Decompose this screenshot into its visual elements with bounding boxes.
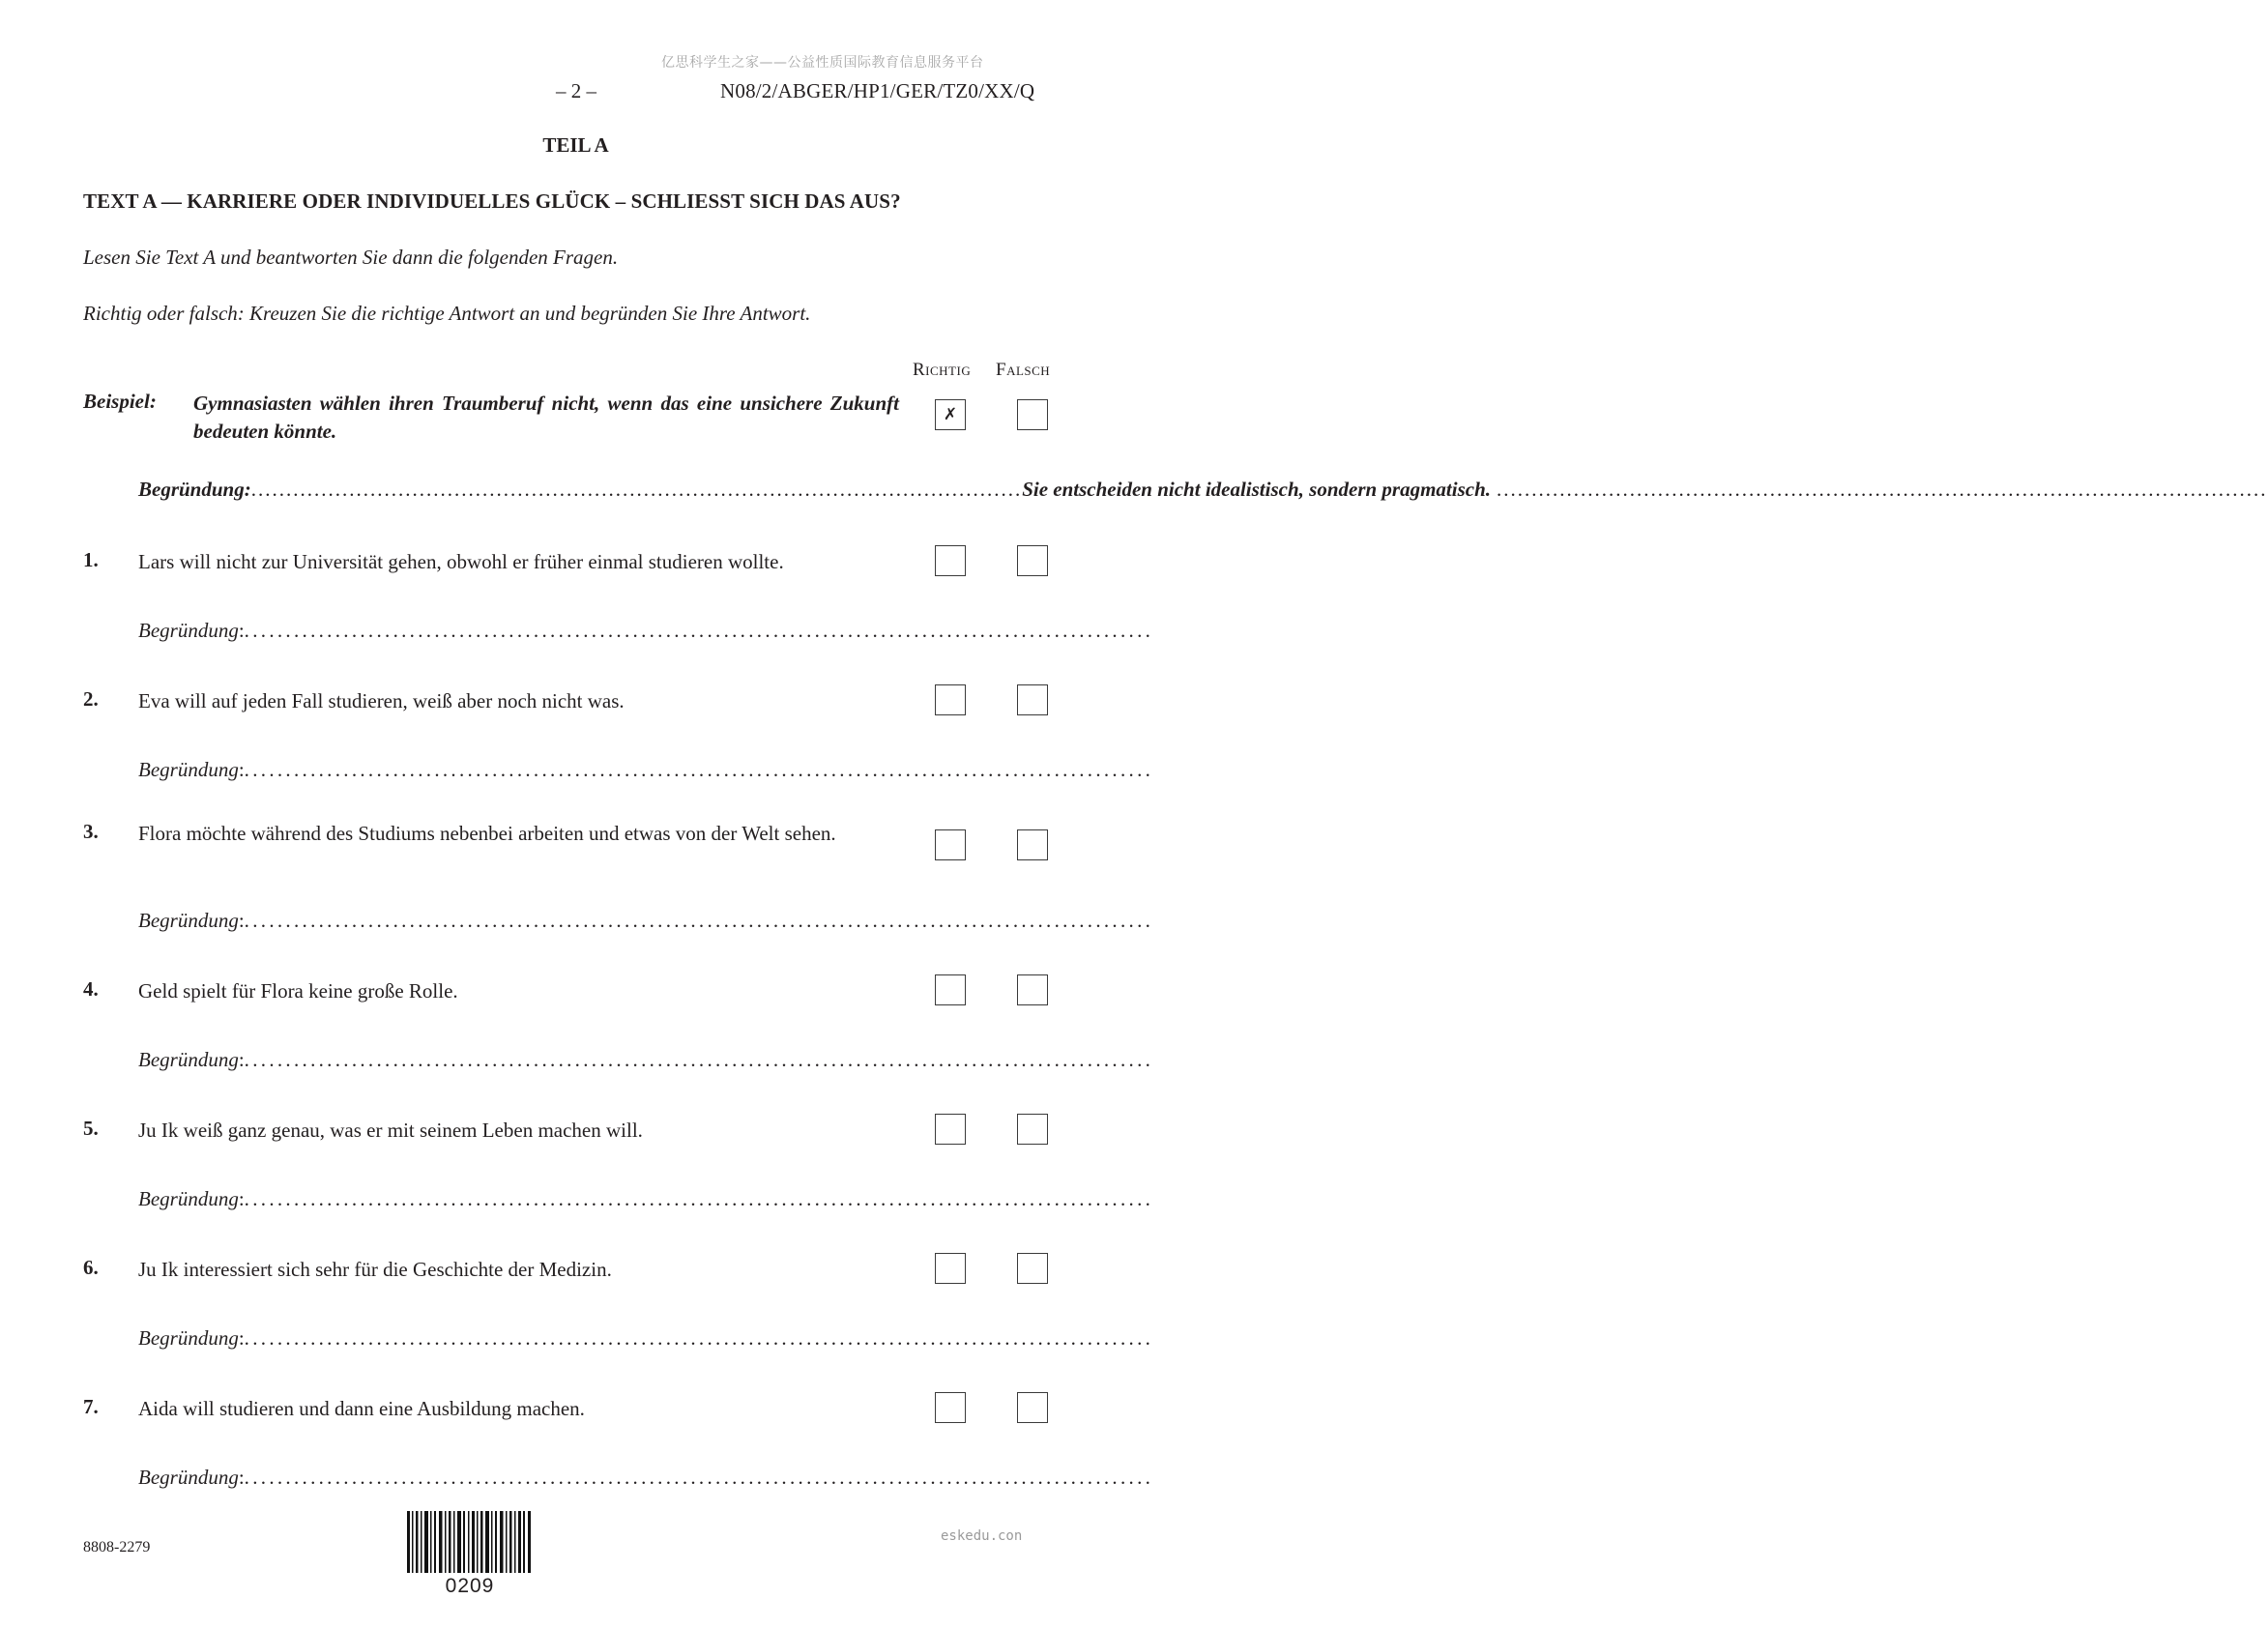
question-number: 4. xyxy=(83,977,99,1001)
barcode-icon xyxy=(407,1511,533,1573)
question-5-falsch-checkbox[interactable] xyxy=(1017,1114,1048,1145)
barcode-number: 0209 xyxy=(445,1575,495,1597)
dot-leader: .............................................................................................................. xyxy=(244,1048,1154,1071)
question-3-richtig-checkbox[interactable] xyxy=(935,829,966,860)
question-6-richtig-checkbox[interactable] xyxy=(935,1253,966,1284)
cross-mark-icon: ✗ xyxy=(943,404,958,424)
question-4-falsch-checkbox[interactable] xyxy=(1017,974,1048,1005)
example-reason-text: Sie entscheiden nicht idealistisch, sondern pragmatisch. xyxy=(1022,478,1492,501)
example-statement: Gymnasiasten wählen ihren Traumberuf nicht, wenn das eine unsichere Zukunft bedeuten könnte. xyxy=(193,392,899,443)
question-3-reason-line[interactable] xyxy=(138,909,1154,933)
question-statement: Aida will studieren und dann eine Ausbildung machen. xyxy=(138,1397,585,1420)
example-richtig-checkbox[interactable] xyxy=(935,399,966,430)
question-2-falsch-checkbox[interactable] xyxy=(1017,684,1048,715)
question-number: 3. xyxy=(83,820,99,843)
reason-label: Begründung xyxy=(138,758,239,781)
dot-leader: .............................................................................................................. xyxy=(244,758,1154,781)
question-number: 6. xyxy=(83,1256,99,1279)
question-1-falsch-checkbox[interactable] xyxy=(1017,545,1048,576)
column-header-richtig: Richtig xyxy=(913,360,972,380)
instruction-true-false: Richtig oder falsch: Kreuzen Sie die richtige Antwort an und begründen Sie Ihre Antwort. xyxy=(83,302,811,325)
reason-label: Begründung xyxy=(138,1187,239,1210)
dot-leader: .............................................................................................................. xyxy=(244,1187,1154,1210)
question-number: 7. xyxy=(83,1395,99,1418)
example-reason-label: Begründung: xyxy=(138,478,251,501)
instruction-read: Lesen Sie Text A und beantworten Sie dann die folgenden Fragen. xyxy=(83,246,619,269)
reason-colon: : xyxy=(238,909,245,932)
reason-label: Begründung xyxy=(138,1048,239,1071)
question-4-richtig-checkbox[interactable] xyxy=(935,974,966,1005)
reason-colon: : xyxy=(238,1326,245,1350)
question-statement: Geld spielt für Flora keine große Rolle. xyxy=(138,979,458,1003)
example-falsch-checkbox[interactable] xyxy=(1017,399,1048,430)
example-dot-leader-left: .............................................................................................................. xyxy=(250,478,1023,501)
question-7-reason-line[interactable] xyxy=(138,1466,1154,1490)
reason-colon: : xyxy=(238,1048,245,1071)
reason-colon: : xyxy=(238,619,245,642)
reason-colon: : xyxy=(238,1187,245,1210)
footer-code: 8808-2279 xyxy=(83,1539,151,1555)
watermark-site: eskedu.con xyxy=(941,1528,1023,1544)
paper-code: N08/2/ABGER/HP1/GER/TZ0/XX/Q xyxy=(720,79,1035,102)
dot-leader: .............................................................................................................. xyxy=(244,1466,1154,1489)
dot-leader: .............................................................................................................. xyxy=(244,619,1154,642)
reason-colon: : xyxy=(238,758,245,781)
question-4-reason-line[interactable] xyxy=(138,1048,1154,1072)
question-3-falsch-checkbox[interactable] xyxy=(1017,829,1048,860)
text-title: TEXT A — KARRIERE ODER INDIVIDUELLES GLÜCK – SCHLIESST SICH DAS AUS? xyxy=(83,189,901,213)
question-7-richtig-checkbox[interactable] xyxy=(935,1392,966,1423)
question-5-richtig-checkbox[interactable] xyxy=(935,1114,966,1145)
reason-label: Begründung xyxy=(138,909,239,932)
question-statement: Eva will auf jeden Fall studieren, weiß aber noch nicht was. xyxy=(138,689,625,712)
page-number: – 2 – xyxy=(556,79,596,102)
reason-label: Begründung xyxy=(138,1326,239,1350)
dot-leader: .............................................................................................................. xyxy=(244,1326,1154,1350)
question-5-reason-line[interactable] xyxy=(138,1187,1154,1211)
question-6-reason-line[interactable] xyxy=(138,1326,1154,1351)
reason-label: Begründung xyxy=(138,1466,239,1489)
watermark-text: 亿思科学生之家——公益性质国际教育信息服务平台 xyxy=(661,55,984,71)
question-number: 2. xyxy=(83,687,99,711)
question-statement: Flora möchte während des Studiums nebenbei arbeiten und etwas von der Welt sehen. xyxy=(138,822,836,845)
question-statement: Ju Ik interessiert sich sehr für die Geschichte der Medizin. xyxy=(138,1258,612,1281)
question-7-falsch-checkbox[interactable] xyxy=(1017,1392,1048,1423)
question-2-richtig-checkbox[interactable] xyxy=(935,684,966,715)
example-label: Beispiel: xyxy=(83,390,157,413)
reason-colon: : xyxy=(238,1466,245,1489)
question-6-falsch-checkbox[interactable] xyxy=(1017,1253,1048,1284)
question-number: 1. xyxy=(83,548,99,571)
question-statement: Lars will nicht zur Universität gehen, obwohl er früher einmal studieren wollte. xyxy=(138,550,784,573)
part-title: TEIL A xyxy=(542,133,609,157)
question-1-reason-line[interactable] xyxy=(138,619,1154,643)
question-number: 5. xyxy=(83,1117,99,1140)
example-dot-leader-right: .............................................................................................................. xyxy=(1497,478,2268,501)
example-reason xyxy=(138,478,2268,502)
reason-label: Begründung xyxy=(138,619,239,642)
question-1-richtig-checkbox[interactable] xyxy=(935,545,966,576)
question-2-reason-line[interactable] xyxy=(138,758,1154,782)
column-header-falsch: Falsch xyxy=(996,360,1051,380)
dot-leader: .............................................................................................................. xyxy=(244,909,1154,932)
question-statement: Ju Ik weiß ganz genau, was er mit seinem Leben machen will. xyxy=(138,1119,643,1142)
